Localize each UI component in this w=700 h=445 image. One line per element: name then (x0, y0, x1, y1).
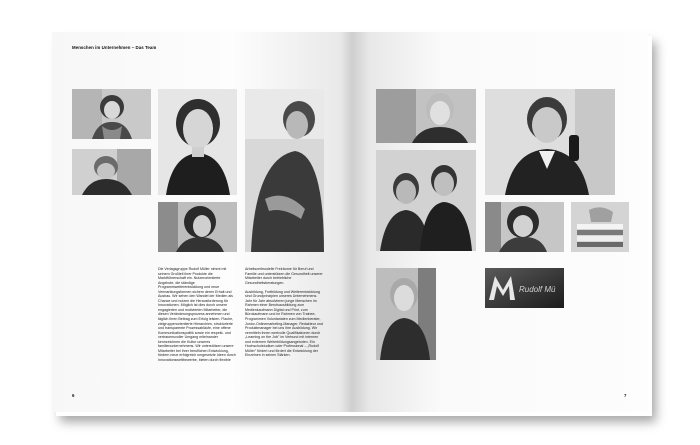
photo-woman-dark-hair (485, 202, 564, 252)
photo-woman-scarf (72, 89, 151, 139)
text-column-1 (158, 267, 237, 367)
photo-woman-glasses (376, 268, 436, 360)
photo-man-reading (72, 149, 151, 195)
photo-man-telephone (485, 89, 615, 195)
paragraph: Die Verlagsgruppe Rudolf Müller nimmt mit seinem Großteil ihrer Produkte die Marktführerschaft ein. Nutzerorientierte Angebote, die ständige Programmweiterentwicklung und neue Vermarktungsformen sichern deren Erhalt und Ausbau. Wir sehen den Wandel der Medien als Chance und nutzen die Herausforderung für Innovationen. Möglich ist dies durch unsere engagierten und motivierten Mitarbeiter, die diesen Veränderungsprozess annehmen und täglich ihren Beitrag zum Erfolg leisten. Flache, zielgruppenorientierte Hierarchien, strukturierte und transparente Prozessabläufe, eine offene Kommunikationspolitik sowie ein respekt- und vertrauensvoller Umgang miteinander kennzeichnen die Kultur unseres familienunternehmens. Wir unterstützen unsere Mitarbeiter bei ihrer beruflichen Entwicklung, fördern neue erfolgreich umgesetzte Ideen durch Innovationswettbewerbe, bieten durch flexible (158, 267, 236, 362)
paragraph: Arbeitszeitmodelle Freiräume für Beruf und Familie und unterstützen die Gesundheit unserer Mitarbeiter durch betriebliche Gesundheitsberatungen. (245, 267, 323, 285)
logo-lettering: Rudolf Mü (519, 285, 556, 294)
photo-documents (571, 202, 629, 252)
page-number-right: 7 (624, 393, 627, 398)
photo-woman-phone (158, 202, 237, 252)
text-column-2 (245, 267, 324, 362)
photo-two-men (376, 150, 476, 251)
photo-logo-sign (485, 268, 564, 308)
page-number-left: 6 (72, 393, 75, 398)
photo-man-working (245, 89, 324, 252)
section-title: Menschen im Unternehmen – Das Team (72, 45, 157, 50)
photo-woman-portrait (158, 89, 237, 195)
photo-woman-smiling (376, 89, 476, 143)
paragraph: Ausbildung, Fortbildung und Weiterentwicklung sind Grundprinzipien unseres Unternehmens. Jahr für Jahr absolvieren junge Menschen im Rahmen einer Berufsausbildung zum Medienkaufmann Digital und Print, zum Bürokaufmann und im Rahmen von Trainee-Programmen Volontariaten zum Medienberater, Junior-Onlinemarketing-Manager, Redakteur und Produktmanager bei uns ihre Ausbildung. Wir vermitteln ihnen wertvolle Qualifikationen durch „Learning on the Job" im Verbund mit internen und externen Weiterbildungsangeboten. Ein Hochschulstudium oder Professional – „Rudolf Müller" fördert und fördert die Entwicklung der Einzelnen in seinen Stärken. (245, 289, 323, 358)
